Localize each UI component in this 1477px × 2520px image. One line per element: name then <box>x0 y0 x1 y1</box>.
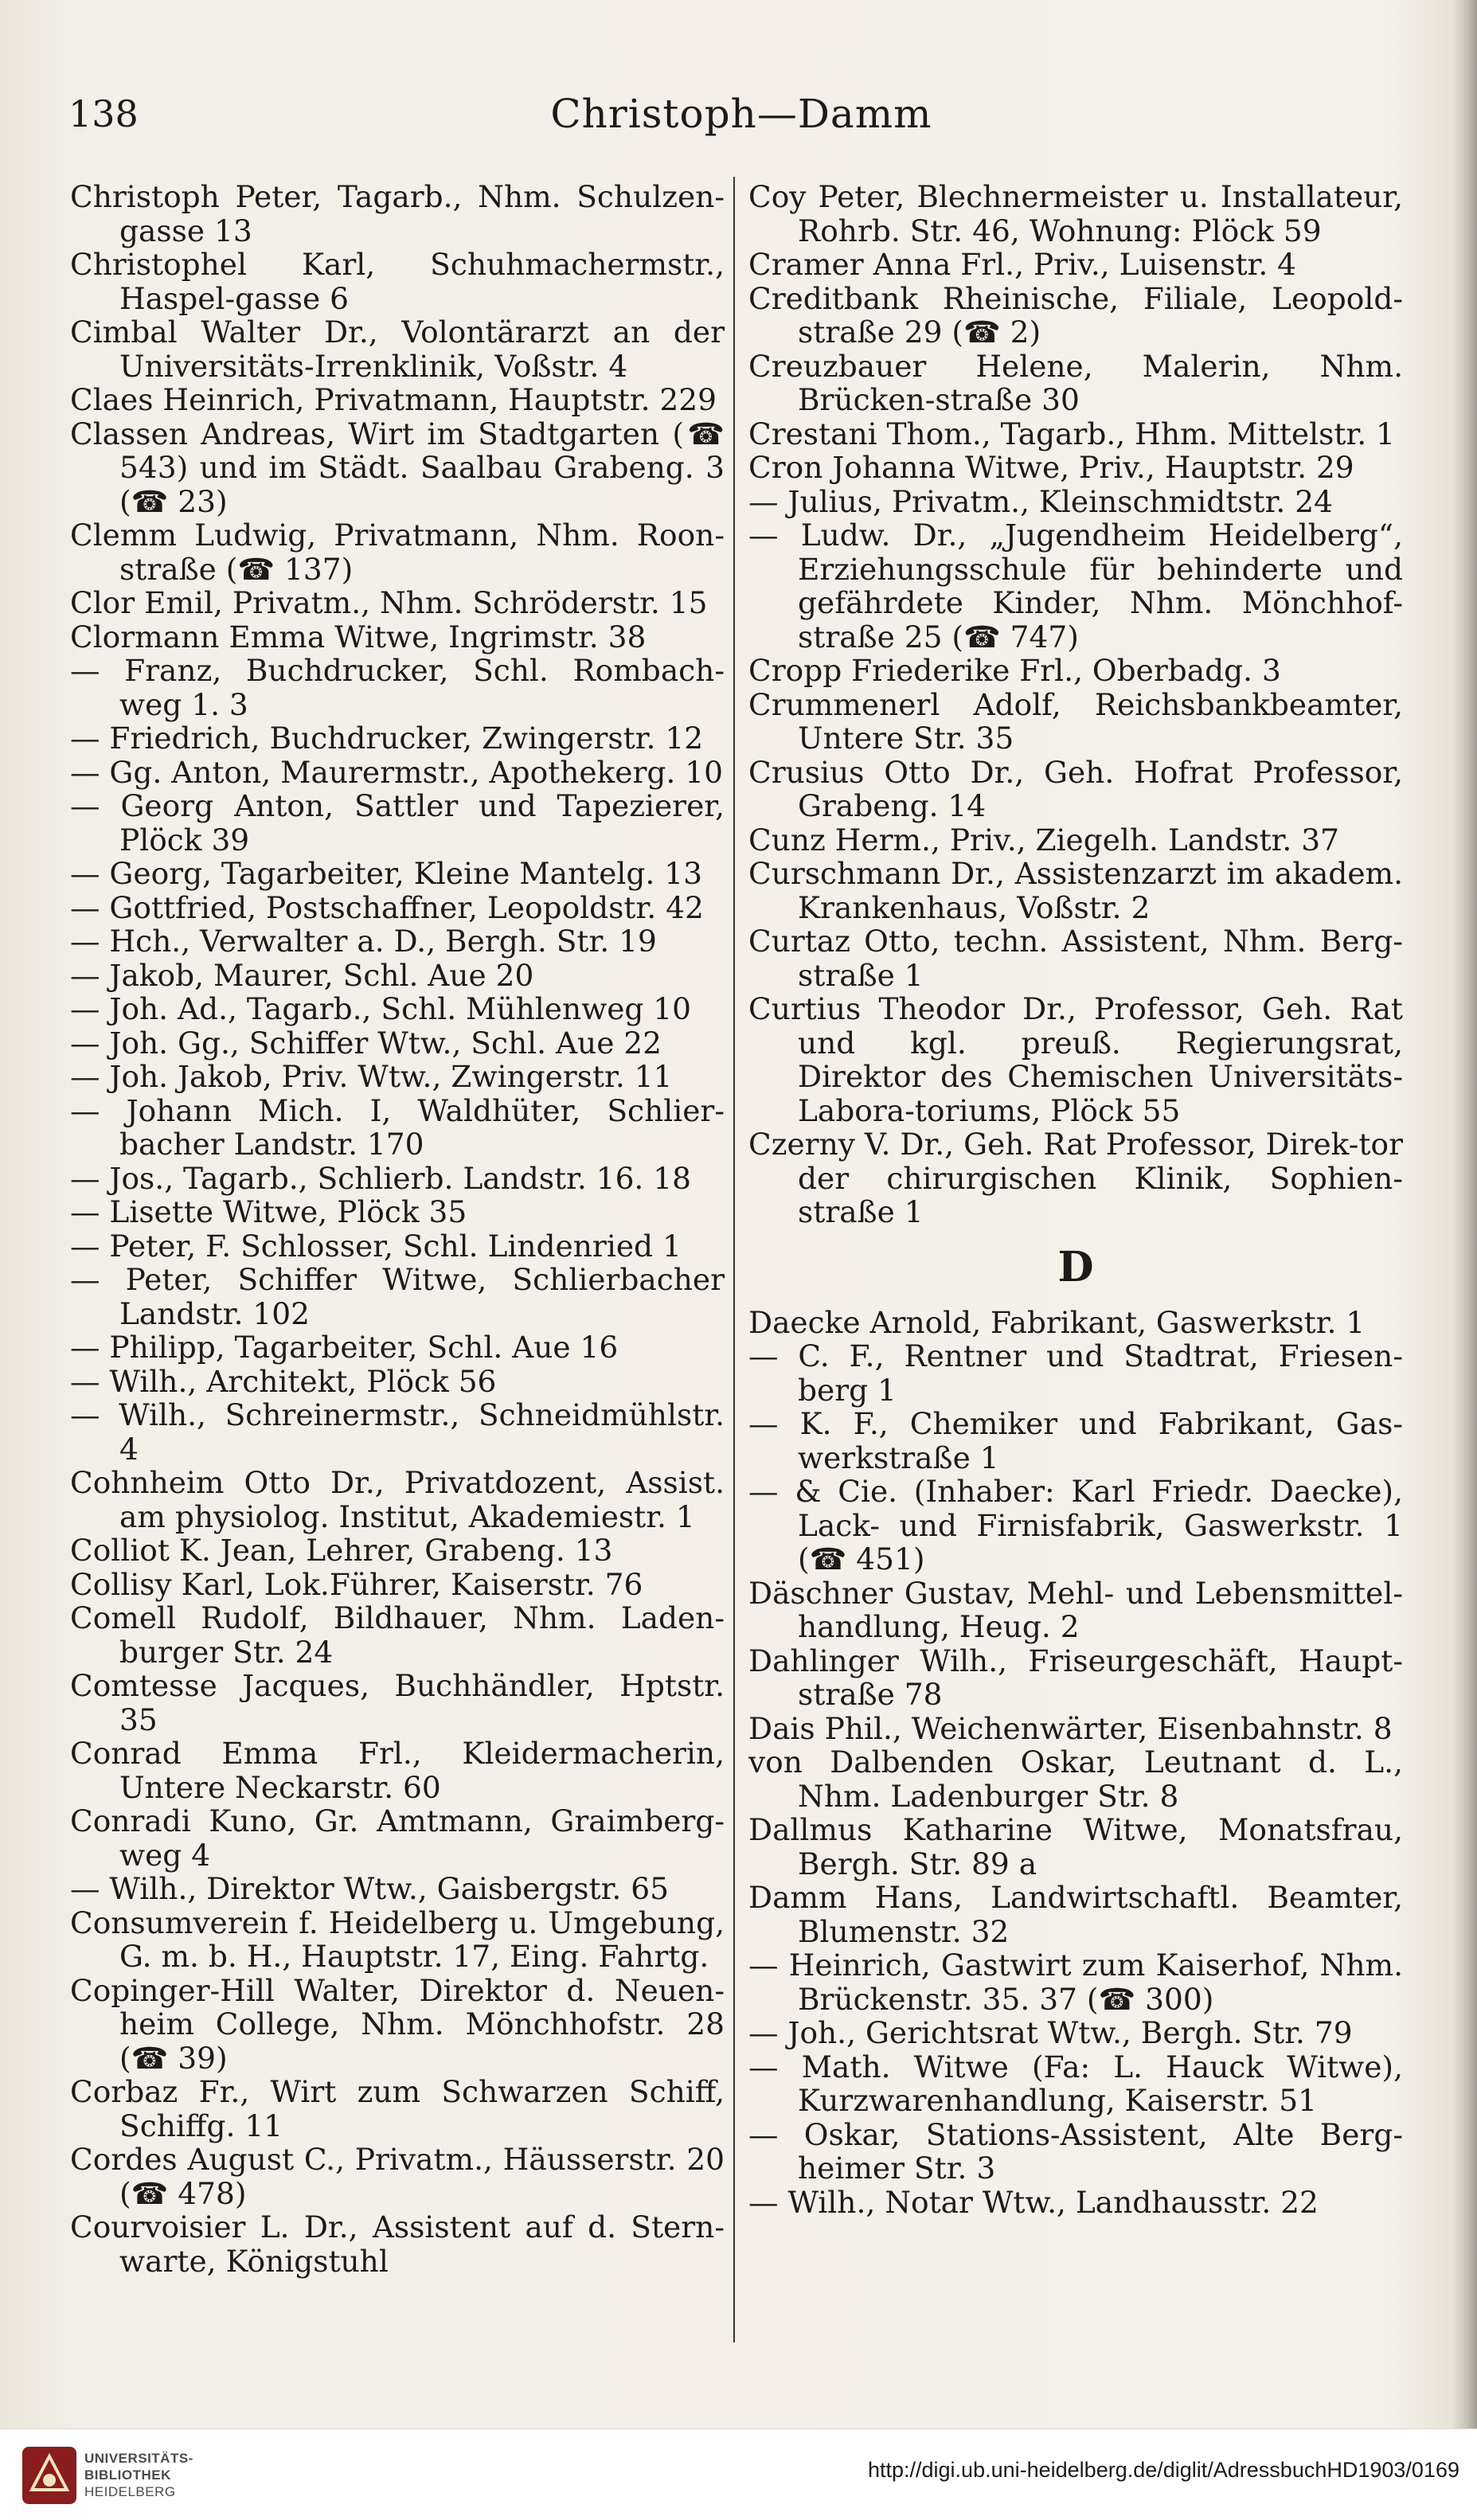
section-letter-heading: D <box>1057 1242 1094 1291</box>
directory-entry: Christophel Karl, Schuhmachermstr., Haspel-gasse 6 <box>70 247 725 316</box>
directory-entry: Crestani Thom., Tagarb., Hhm. Mittelstr. 1 <box>748 416 1395 451</box>
directory-entry: Czerny V. Dr., Geh. Rat Professor, Direk-tor der chirurgischen Klinik, Sophien-straße 1 <box>748 1127 1403 1229</box>
directory-entry: Crusius Otto Dr., Geh. Hofrat Professor, Grabeng. 14 <box>748 754 1403 823</box>
directory-entry: — Heinrich, Gastwirt zum Kaiserhof, Nhm. Brückenstr. 35. 37 (☎ 300) <box>748 1948 1403 2017</box>
directory-entry: Christoph Peter, Tagarb., Nhm. Schulzen-gasse 13 <box>70 179 725 248</box>
directory-entry: Däschner Gustav, Mehl- und Lebensmittel-handlung, Heug. 2 <box>748 1575 1403 1644</box>
page-edge-shadow <box>1452 0 1477 2428</box>
directory-entry: Creuzbauer Helene, Malerin, Nhm. Brücken-straße 30 <box>748 348 1403 417</box>
directory-entry: Cordes August C., Privatm., Häusserstr. 20 (☎ 478) <box>70 2142 725 2211</box>
directory-entry: Classen Andreas, Wirt im Stadtgarten (☎ 543) und im Städt. Saalbau Grabeng. 3 (☎ 23) <box>70 416 725 519</box>
directory-entry: Curtaz Otto, techn. Assistent, Nhm. Berg-straße 1 <box>748 924 1403 993</box>
directory-entry: — Wilh., Direktor Wtw., Gaisbergstr. 65 <box>70 1871 669 1906</box>
directory-entry: — Julius, Privatm., Kleinschmidtstr. 24 <box>748 483 1333 519</box>
directory-entry: — Joh. Gg., Schiffer Wtw., Schl. Aue 22 <box>70 1025 662 1061</box>
directory-entry: Consumverein f. Heidelberg u. Umgebung, G. m. b. H., Hauptstr. 17, Eing. Fahrtg. <box>70 1905 725 1974</box>
directory-entry: Crummenerl Adolf, Reichsbankbeamter, Untere Str. 35 <box>748 686 1403 756</box>
directory-entry: Clemm Ludwig, Privatmann, Nhm. Roon-straße (☎ 137) <box>70 518 725 587</box>
directory-entry: Comtesse Jacques, Buchhändler, Hptstr. 35 <box>70 1668 725 1737</box>
directory-entry: Cron Johanna Witwe, Priv., Hauptstr. 29 <box>748 450 1354 485</box>
viewer-footer <box>0 2428 1477 2520</box>
directory-entry: Creditbank Rheinische, Filiale, Leopold-straße 29 (☎ 2) <box>748 280 1403 350</box>
right-column <box>748 180 1403 2219</box>
directory-entry: Corbaz Fr., Wirt zum Schwarzen Schiff, Schiffg. 11 <box>70 2074 725 2143</box>
directory-entry: Conradi Kuno, Gr. Amtmann, Graimberg-weg 4 <box>70 1803 725 1873</box>
directory-entry: Cropp Friederike Frl., Oberbadg. 3 <box>748 653 1281 688</box>
directory-entry: Comell Rudolf, Bildhauer, Nhm. Laden-burger Str. 24 <box>70 1600 725 1670</box>
directory-entry: von Dalbenden Oskar, Leutnant d. L., Nhm. Ladenburger Str. 8 <box>748 1744 1403 1814</box>
page-number: 138 <box>68 92 139 135</box>
running-head: Christoph—Damm <box>550 91 932 137</box>
directory-entry: — Philipp, Tagarbeiter, Schl. Aue 16 <box>70 1330 619 1365</box>
directory-entry: — Joh. Jakob, Priv. Wtw., Zwingerstr. 11 <box>70 1059 673 1094</box>
directory-entry: Cohnheim Otto Dr., Privatdozent, Assist. am physiolog. Institut, Akademiestr. 1 <box>70 1465 725 1534</box>
directory-entry: — & Cie. (Inhaber: Karl Friedr. Daecke), Lack- und Firnisfabrik, Gaswerkstr. 1 (☎ 451) <box>748 1474 1403 1576</box>
directory-entry: Dallmus Katharine Witwe, Monatsfrau, Bergh. Str. 89 a <box>748 1812 1403 1881</box>
directory-entry: — Joh., Gerichtsrat Wtw., Bergh. Str. 79 <box>748 2015 1353 2050</box>
directory-entry: — Jos., Tagarb., Schlierb. Landstr. 16. 18 <box>70 1160 691 1196</box>
directory-entry: — Peter, Schiffer Witwe, Schlierbacher Landstr. 102 <box>70 1262 725 1331</box>
column-divider <box>733 177 735 2342</box>
directory-entry: — Ludw. Dr., „Jugendheim Heidelberg“, Erziehungsschule für behinderte und gefährdete Kinder, Nhm. Mönchhof-straße 25 (☎ 747) <box>748 518 1403 654</box>
permalink-url[interactable]: http://digi.ub.uni-heidelberg.de/diglit/AdressbuchHD1903/0169 <box>867 2458 1459 2482</box>
directory-entry: Clor Emil, Privatm., Nhm. Schröderstr. 15 <box>70 585 708 620</box>
directory-entry: — Gottfried, Postschaffner, Leopoldstr. 42 <box>70 889 704 925</box>
directory-entry: Cunz Herm., Priv., Ziegelh. Landstr. 37 <box>748 822 1339 858</box>
directory-entry: — Franz, Buchdrucker, Schl. Rombach-weg 1. 3 <box>70 653 725 722</box>
directory-entry: — Lisette Witwe, Plöck 35 <box>70 1194 467 1229</box>
directory-entry: — Joh. Ad., Tagarb., Schl. Mühlenweg 10 <box>70 991 692 1026</box>
directory-entry: — Peter, F. Schlosser, Schl. Lindenried 1 <box>70 1228 682 1264</box>
library-logo[interactable] <box>18 2442 256 2509</box>
library-seal-icon <box>18 2442 81 2509</box>
directory-entry: Dahlinger Wilh., Friseurgeschäft, Haupt-straße 78 <box>748 1643 1403 1712</box>
directory-entry: Courvoisier L. Dr., Assistent auf d. Stern-warte, Königstuhl <box>70 2209 725 2279</box>
library-name: UNIVERSITÄTS- BIBLIOTHEK HEIDELBERG <box>84 2451 193 2499</box>
directory-entry: — Wilh., Architekt, Plöck 56 <box>70 1363 497 1399</box>
directory-entry: Dais Phil., Weichenwärter, Eisenbahnstr. 8 <box>748 1710 1393 1746</box>
directory-entry: — Jakob, Maurer, Schl. Aue 20 <box>70 957 534 993</box>
directory-entry: Colliot K. Jean, Lehrer, Grabeng. 13 <box>70 1533 613 1568</box>
directory-entry: Collisy Karl, Lok.Führer, Kaiserstr. 76 <box>70 1566 643 1602</box>
directory-entry: — K. F., Chemiker und Fabrikant, Gas-werkstraße 1 <box>748 1406 1403 1475</box>
directory-entry: Clormann Emma Witwe, Ingrimstr. 38 <box>70 619 647 654</box>
directory-entry: — Oskar, Stations-Assistent, Alte Berg-heimer Str. 3 <box>748 2116 1403 2186</box>
directory-entry: Curtius Theodor Dr., Professor, Geh. Rat und kgl. preuß. Regierungsrat, Direktor des Chemischen Universitäts-Labora-toriums, Plöck 55 <box>748 991 1403 1128</box>
directory-entry: Cramer Anna Frl., Priv., Luisenstr. 4 <box>748 247 1297 282</box>
page-header <box>68 86 1414 142</box>
directory-entry: — Georg Anton, Sattler und Tapezierer, Plöck 39 <box>70 788 725 858</box>
directory-entry: Copinger-Hill Walter, Direktor d. Neuen-heim College, Nhm. Mönchhofstr. 28 (☎ 39) <box>70 1972 725 2076</box>
directory-entry: Claes Heinrich, Privatmann, Hauptstr. 229 <box>70 382 717 417</box>
directory-entry: — Wilh., Notar Wtw., Landhausstr. 22 <box>748 2184 1319 2220</box>
directory-entry: Curschmann Dr., Assistenzarzt im akadem. Krankenhaus, Voßstr. 2 <box>748 856 1403 925</box>
directory-entry: — Gg. Anton, Maurermstr., Apothekerg. 10 <box>70 754 723 790</box>
directory-entry: — Wilh., Schreinermstr., Schneidmühlstr. 4 <box>70 1397 725 1467</box>
left-column <box>70 180 725 2278</box>
directory-entry: — C. F., Rentner und Stadtrat, Friesen-berg 1 <box>748 1338 1403 1408</box>
directory-entry: Cimbal Walter Dr., Volontärarzt an der Universitäts-Irrenklinik, Voßstr. 4 <box>70 315 725 384</box>
directory-entry: — Johann Mich. I, Waldhüter, Schlier-bacher Landstr. 170 <box>70 1092 725 1162</box>
directory-entry: Conrad Emma Frl., Kleidermacherin, Untere Neckarstr. 60 <box>70 1736 725 1805</box>
directory-entry: — Georg, Tagarbeiter, Kleine Mantelg. 13 <box>70 856 702 891</box>
directory-entry: — Math. Witwe (Fa: L. Hauck Witwe), Kurzwarenhandlung, Kaiserstr. 51 <box>748 2049 1403 2118</box>
directory-entry: Damm Hans, Landwirtschaftl. Beamter, Blumenstr. 32 <box>748 1880 1403 1949</box>
directory-entry: — Friedrich, Buchdrucker, Zwingerstr. 12 <box>70 721 704 756</box>
directory-entry: Coy Peter, Blechnermeister u. Installateur, Rohrb. Str. 46, Wohnung: Plöck 59 <box>748 179 1403 248</box>
directory-entry: Daecke Arnold, Fabrikant, Gaswerkstr. 1 <box>748 1304 1366 1340</box>
directory-entry: — Hch., Verwalter a. D., Bergh. Str. 19 <box>70 924 657 959</box>
